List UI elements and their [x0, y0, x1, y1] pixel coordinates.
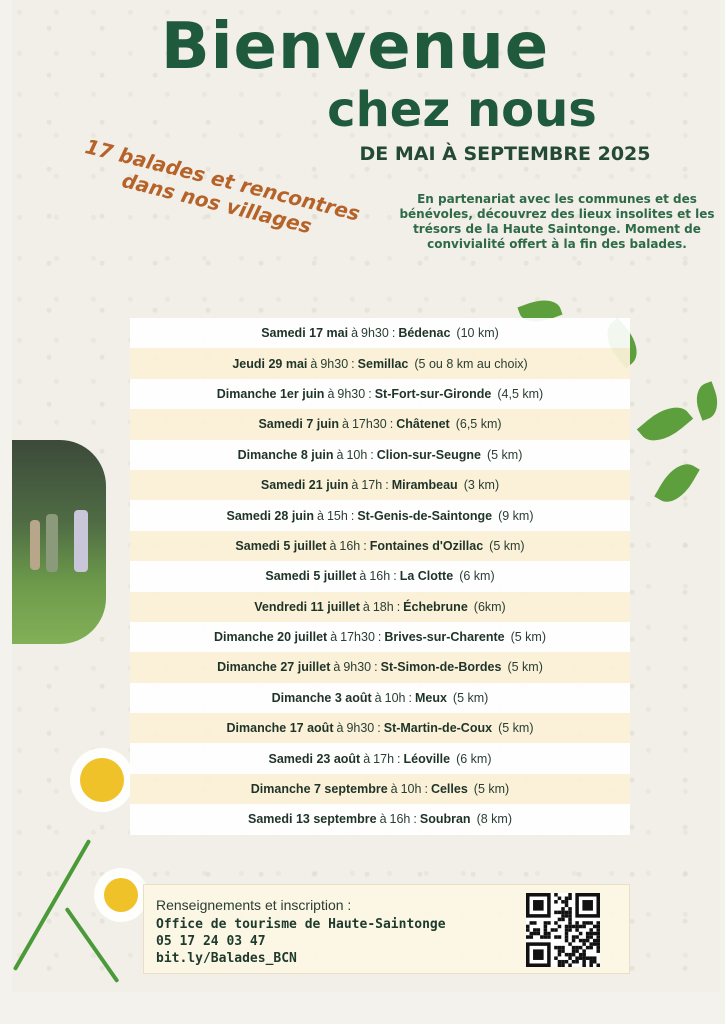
schedule-connector: à [310, 356, 318, 371]
schedule-row [130, 713, 630, 743]
schedule-distance: (10 km) [456, 326, 499, 341]
schedule-colon: : [370, 447, 374, 462]
schedule-connector: à [330, 630, 338, 645]
schedule-day: Samedi 5 juillet [265, 569, 357, 584]
schedule-time: 18h [372, 599, 394, 614]
schedule-time: 10h [400, 782, 422, 797]
schedule-time: 15h [326, 508, 348, 523]
schedule-place: Léoville [403, 751, 451, 766]
schedule-day: Samedi 28 juin [226, 508, 315, 523]
schedule-distance: (6 km) [456, 751, 492, 766]
schedule-place: St-Fort-sur-Gironde [374, 386, 492, 401]
schedule-time: 17h [373, 751, 395, 766]
schedule-row [130, 622, 630, 652]
schedule-distance: (5 km) [498, 721, 534, 736]
schedule-place: Mirambeau [391, 478, 458, 493]
schedule-time: 9h30 [346, 721, 375, 736]
schedule-time: 9h30 [361, 326, 389, 341]
schedule-connector: à [390, 782, 398, 797]
schedule-list [130, 318, 630, 835]
schedule-row [130, 531, 630, 561]
schedule-day: Jeudi 29 mai [232, 356, 308, 371]
schedule-distance: (6 km) [459, 569, 495, 584]
schedule-place: La Clotte [399, 569, 454, 584]
schedule-row [130, 561, 630, 591]
schedule-place: St-Martin-de-Coux [383, 721, 493, 736]
schedule-row [130, 804, 630, 834]
schedule-distance: (5 km) [510, 630, 547, 645]
schedule-colon: : [391, 326, 396, 341]
schedule-distance: (5 ou 8 km au choix) [414, 356, 528, 371]
schedule-row [130, 683, 630, 713]
schedule-connector: à [351, 478, 359, 493]
schedule-colon: : [413, 812, 417, 827]
main-title: Bienvenue [160, 10, 550, 84]
schedule-row [130, 440, 630, 470]
schedule-day: Dimanche 3 août [271, 690, 372, 705]
daisy-flower [80, 758, 124, 802]
date-range-subtitle: DE MAI À SEPTEMBRE 2025 [359, 143, 651, 165]
schedule-connector: à [329, 538, 337, 553]
schedule-colon: : [424, 782, 428, 797]
tagline: 17 balades et rencontres dans nos villages [82, 134, 363, 239]
schedule-row [130, 409, 630, 439]
schedule-distance: (5 km) [489, 538, 525, 553]
schedule-time: 9h30 [320, 356, 349, 371]
schedule-connector: à [317, 508, 324, 523]
phone-number: 05 17 24 03 47 [156, 934, 266, 949]
main-title-line2: chez nous [327, 82, 597, 138]
schedule-distance: (9 km) [498, 508, 534, 523]
schedule-place: Châtenet [396, 417, 450, 432]
link-text[interactable]: bit.ly/Balades_BCN [156, 951, 297, 966]
schedule-connector: à [359, 569, 367, 584]
schedule-time: 17h [361, 478, 383, 493]
schedule-place: Bédenac [398, 326, 451, 341]
schedule-day: Samedi 21 juin [260, 478, 349, 493]
schedule-row [130, 318, 630, 348]
schedule-colon: : [377, 721, 381, 736]
schedule-row [130, 743, 630, 773]
schedule-row [130, 592, 630, 622]
schedule-day: Vendredi 11 juillet [254, 599, 360, 614]
schedule-place: St-Simon-de-Bordes [380, 660, 502, 675]
schedule-place: Échebrune [403, 599, 468, 614]
schedule-time: 16h [369, 569, 391, 584]
schedule-distance: (5 km) [452, 690, 489, 705]
schedule-row [130, 470, 630, 500]
schedule-colon: : [351, 356, 355, 371]
schedule-row [130, 652, 630, 682]
office-name: Office de tourisme de Haute-Saintonge [156, 917, 446, 932]
schedule-day: Samedi 7 juin [258, 417, 340, 432]
schedule-connector: à [333, 660, 341, 675]
schedule-place: Brives-sur-Charente [384, 630, 505, 645]
schedule-distance: (6km) [473, 599, 506, 614]
schedule-time: 10h [384, 690, 406, 705]
schedule-time: 10h [346, 447, 368, 462]
schedule-connector: à [327, 386, 335, 401]
schedule-time: 9h30 [337, 386, 366, 401]
schedule-row [130, 774, 630, 804]
schedule-connector: à [379, 812, 387, 827]
info-title: Renseignements et inscription : [156, 897, 352, 913]
schedule-time: 16h [339, 538, 361, 553]
schedule-colon: : [350, 508, 355, 523]
schedule-day: Dimanche 27 juillet [217, 660, 331, 675]
schedule-day: Samedi 17 mai [261, 326, 349, 341]
schedule-distance: (5 km) [486, 447, 523, 462]
schedule-colon: : [377, 630, 382, 645]
schedule-day: Samedi 13 septembre [248, 812, 377, 827]
schedule-distance: (5 km) [473, 782, 510, 797]
info-box [143, 884, 630, 974]
schedule-distance: (3 km) [463, 478, 500, 493]
schedule-time: 16h [389, 812, 411, 827]
schedule-day: Samedi 5 juillet [235, 538, 327, 553]
schedule-place: Celles [430, 782, 468, 797]
schedule-place: Clion-sur-Seugne [376, 447, 481, 462]
schedule-day: Dimanche 1er juin [216, 386, 325, 401]
schedule-place: Fontaines d'Ozillac [369, 538, 484, 553]
schedule-colon: : [368, 386, 372, 401]
schedule-colon: : [393, 569, 397, 584]
schedule-place: St-Genis-de-Saintonge [357, 508, 493, 523]
schedule-place: Semillac [357, 356, 409, 371]
schedule-connector: à [342, 417, 349, 432]
schedule-distance: (8 km) [476, 812, 512, 827]
schedule-colon: : [408, 690, 412, 705]
schedule-place: Soubran [419, 812, 471, 827]
schedule-colon: : [397, 751, 401, 766]
schedule-row [130, 379, 630, 409]
schedule-day: Dimanche 8 juin [237, 447, 334, 462]
schedule-connector: à [362, 599, 370, 614]
schedule-day: Dimanche 17 août [226, 721, 334, 736]
schedule-distance: (5 km) [507, 660, 543, 675]
hikers-photo [12, 440, 106, 644]
schedule-time: 9h30 [343, 660, 372, 675]
schedule-day: Dimanche 20 juillet [213, 630, 328, 645]
schedule-colon: : [389, 417, 394, 432]
schedule-distance: (6,5 km) [455, 417, 502, 432]
schedule-colon: : [396, 599, 401, 614]
daisy-flower [104, 878, 138, 912]
schedule-day: Samedi 23 août [268, 751, 361, 766]
schedule-colon: : [374, 660, 378, 675]
schedule-connector: à [351, 326, 359, 341]
schedule-time: 17h30 [340, 630, 375, 645]
intro-text: En partenariat avec les communes et des bénévoles, découvrez des lieux insolites et les trésors de la Haute Saintonge. Moment de convivialité offert à la fin des balades. [399, 192, 715, 251]
schedule-place: Meux [414, 690, 447, 705]
schedule-connector: à [336, 721, 344, 736]
schedule-colon: : [385, 478, 389, 493]
schedule-distance: (4,5 km) [497, 386, 544, 401]
qr-code-icon[interactable] [526, 893, 600, 967]
schedule-connector: à [336, 447, 344, 462]
schedule-row [130, 500, 630, 530]
schedule-connector: à [374, 690, 382, 705]
schedule-day: Dimanche 7 septembre [250, 782, 388, 797]
schedule-time: 17h30 [351, 417, 387, 432]
schedule-row [130, 348, 630, 378]
schedule-connector: à [363, 751, 371, 766]
schedule-colon: : [363, 538, 367, 553]
